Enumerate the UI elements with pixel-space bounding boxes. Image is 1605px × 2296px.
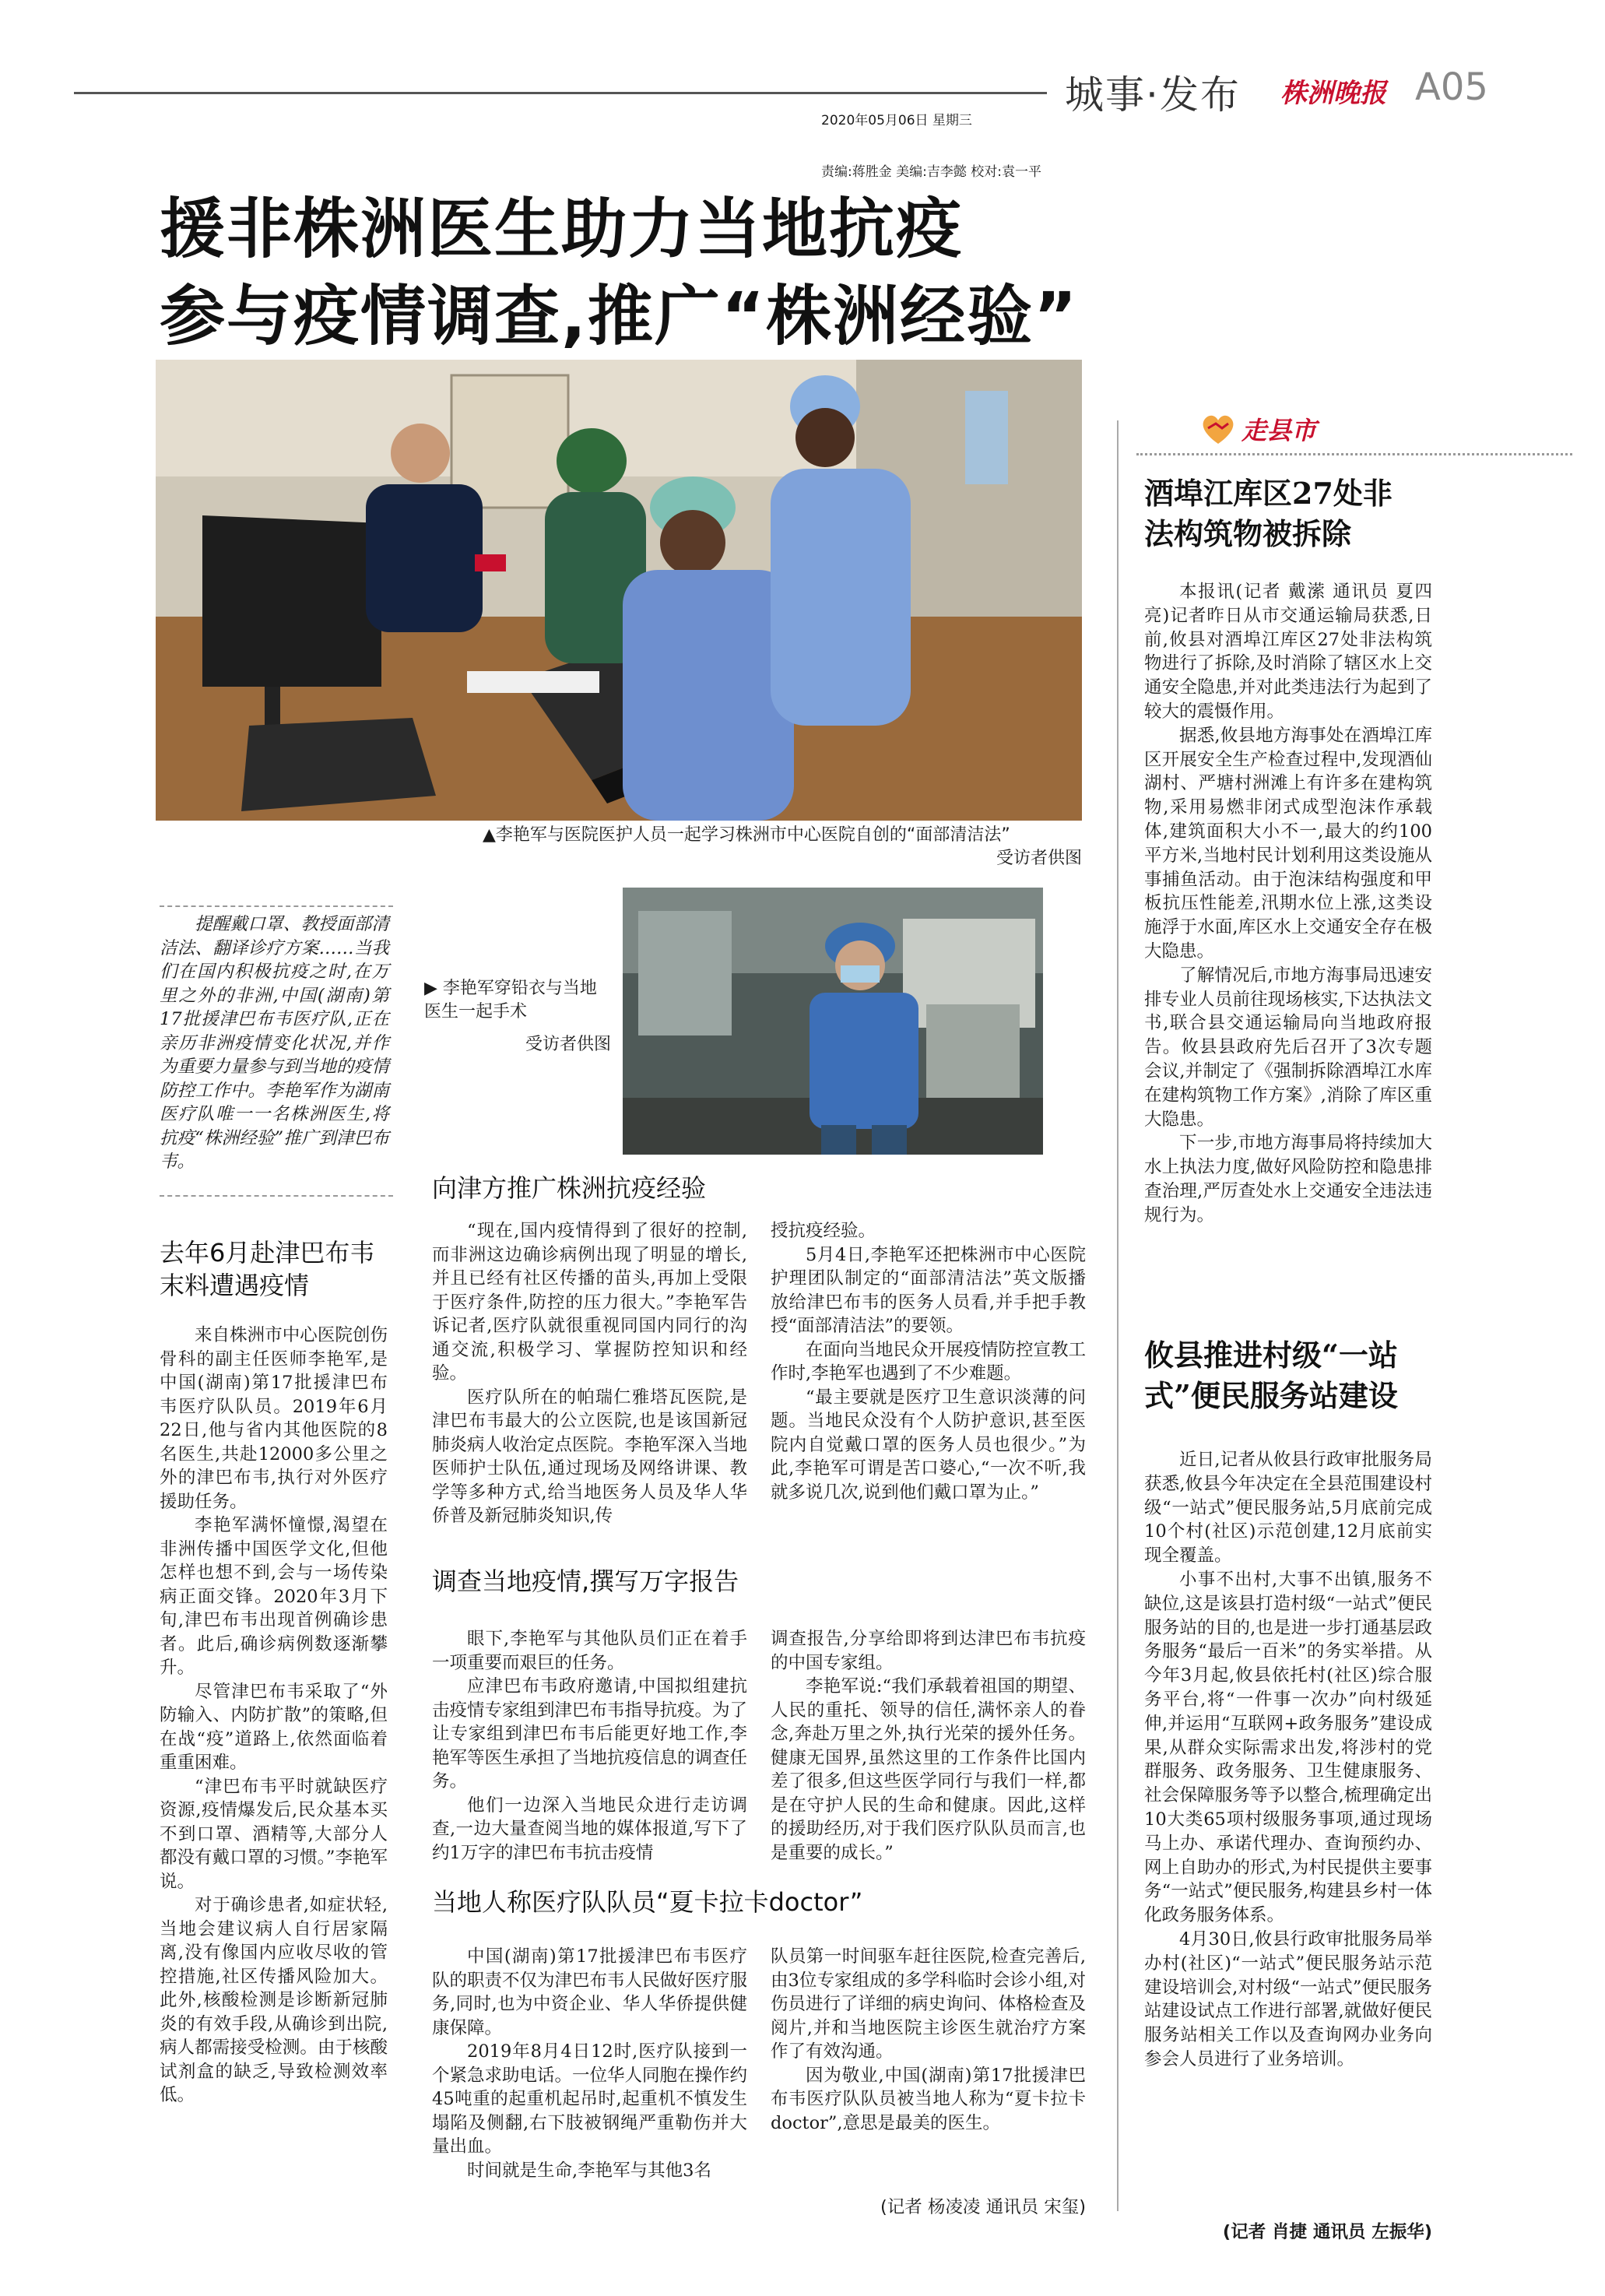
section2-paragraph: 授抗疫经验。 — [771, 1221, 876, 1241]
right-story2-paragraph: 4月30日,攸县行政审批服务局举办村(社区)“一站式”便民服务站示范建设培训会,对村级“一站式”便民服务站建设试点工作进行部署,就做好便民服务站相关工作以及查询网办业务向参会人员进行了业务培训。 — [1144, 1929, 1432, 2069]
section4-byline: (记者 杨凌凌 通讯员 宋玺) — [880, 2197, 1086, 2217]
photo2-caption-block — [424, 977, 611, 1057]
section3-paragraph: 眼下,李艳军与其他队员们正在着手一项重要而艰巨的任务。 — [432, 1629, 747, 1673]
photo1-caption: ▲李艳军与医院医护人员一起学习株洲市中心医院自创的“面部清洁法” — [483, 825, 1010, 845]
section4-paragraph: 因为敬业,中国(湖南)第17批援津巴布韦医疗队队员被当地人称为“夏卡拉卡doctor”,意思是最美的医生。 — [771, 2065, 1086, 2133]
right-story2-byline: (记者 肖捷 通讯员 左振华) — [1222, 2222, 1432, 2242]
right-story2-body — [1144, 1448, 1432, 2072]
headline-line-2: 参与疫情调查,推广“株洲经验” — [160, 278, 1079, 354]
editors-line: 责编:蒋胜金 美编:吉李懿 校对:袁一平 — [821, 164, 1041, 180]
header-meta — [821, 78, 1041, 198]
photo2-credit: 受访者供图 — [525, 1035, 611, 1054]
section2-paragraph: 医疗队所在的帕瑞仁雅塔瓦医院,是津巴布韦最大的公立医院,也是该国新冠肺炎病人收治定点医院。李艳军深入当地医师护士队伍,通过现场及网络讲课、教学等多种方式,给当地医务人员及华人华侨普及新冠肺炎知识,传 — [432, 1387, 748, 1526]
right-story1-title-line1: 酒埠江库区27处非 — [1144, 476, 1393, 511]
section3-title: 调查当地疫情,撰写万字报告 — [432, 1566, 739, 1596]
photo-doctors-laptop-illustration — [156, 360, 1082, 821]
county-news-label: 走县市 — [1242, 416, 1317, 445]
section4-paragraph: 队员第一时间驱车赶往医院,检查完善后,由3位专家组成的多学科临时会诊小组,对伤员进行了详细的病史询问、体格检查及阅片,并和当地医院主诊医生就治疗方案作了有效沟通。 — [771, 1946, 1087, 2062]
section1-title: 去年6月赴津巴布韦末料遭遇疫情 — [160, 1238, 375, 1300]
right-story2-title — [1144, 1335, 1565, 1416]
section3-paragraph: 他们一边深入当地民众进行走访调查,一边大量查阅当地的媒体报道,写下了约1万字的津巴布韦抗击疫情 — [432, 1795, 747, 1863]
section4-col2 — [771, 1945, 1086, 2135]
section2-paragraph: 在面向当地民众开展疫情防控宣教工作时,李艳军也遇到了不少难题。 — [771, 1339, 1087, 1384]
county-news-tag — [1199, 411, 1316, 447]
section3-col2 — [771, 1627, 1086, 1865]
page-number: A05 — [1415, 65, 1488, 109]
right-story2-title-line2: 式”便民服务站建设 — [1144, 1378, 1398, 1413]
section3-paragraph: 应津巴布韦政府邀请,中国拟组建抗击疫情专家组到津巴布韦指导抗疫。为了让专家组到津巴布韦后能更好地工作,李艳军等医生承担了当地抗疫信息的调查任务。 — [432, 1676, 748, 1791]
section2-paragraph: “最主要就是医疗卫生意识淡薄的问题。当地民众没有个人防护意识,甚至医院内自觉戴口罩的医务人员也很少。”为此,李艳军可谓是苦口婆心,“一次不听,我就多说几次,说到他们戴口罩为止。” — [771, 1387, 1086, 1503]
handshake-heart-icon — [1199, 413, 1238, 445]
right-story2-title-line1: 攸县推进村级“一站 — [1144, 1338, 1398, 1373]
right-story1-title-line2: 法构筑物被拆除 — [1144, 516, 1352, 551]
section3-col1 — [432, 1627, 747, 1865]
photo2-caption: ▶ 李艳军穿铅衣与当地医生一起手术 — [424, 979, 597, 1021]
lead-divider-top — [160, 905, 393, 907]
right-story1-paragraph: 下一步,市地方海事局将持续加大水上执法力度,做好风险防控和隐患排查治理,严厉查处水上交通安全违法违规行为。 — [1144, 1133, 1432, 1225]
lead-paragraph: 提醒戴口罩、教授面部清洁法、翻译诊疗方案……当我们在国内积极抗疫之时,在万里之外的非洲,中国(湖南)第17批援津巴布韦医疗队,正在亲历非洲疫情变化状况,并作为重要力量参与到当地的疫情防控工作中。李艳军作为湖南医疗队唯一一名株洲医生,将抗疫“株洲经验”推广到津巴布韦。 — [160, 914, 389, 1172]
section4-paragraph: 时间就是生命,李艳军与其他3名 — [467, 2160, 711, 2181]
column-divider — [1117, 420, 1119, 2211]
right-story1-paragraph: 了解情况后,市地方海事局迅速安排专业人员前往现场核实,下达执法文书,联合县交通运输局向当地政府报告。攸县县政府先后召开了3次专题会议,并制定了《强制拆除酒埠江水库在建构筑物工作方案》,消除了库区重大隐患。 — [1144, 965, 1432, 1130]
section2-paragraph: 5月4日,李艳军还把株洲市中心医院护理团队制定的“面部清洁法”英文版播放给津巴布韦的医务人员看,并手把手教授“面部清洁法”的要领。 — [771, 1244, 1086, 1336]
section-name: 城事·发布 — [1065, 72, 1241, 118]
section1-body — [160, 1324, 388, 2108]
section1-paragraph: 对于确诊患者,如症状轻,当地会建议病人自行居家隔离,没有像国内应收尽收的管控措施,社区传播风险加大。此外,核酸检测是诊断新冠肺炎的有效手段,从确诊到出院,病人都需接受检测。由于核酸试剂盒的缺乏,导致检测效率低。 — [160, 1895, 388, 2105]
photo-doctors-laptop — [156, 360, 1082, 821]
newspaper-logo: 株洲晚报 — [1280, 78, 1386, 109]
right-story2-paragraph: 小事不出村,大事不出镇,服务不缺位,这是该县打造村级“一站式”便民服务站的目的,也是进一步打通基层政务服务“最后一百米”的务实举措。从今年3月起,攸县依托村(社区)综合服务平台,将“一件事一次办”向村级延伸,并运用“互联网+政务服务”建设成果,从群众实际需求出发,将涉村的党群服务、政务服务、卫生健康服务、社会保障服务等予以整合,梳理确定出10大类65项村级服务事项,通过现场马上办、承诺代理办、查询预约办、网上自助办的形式,为村民提供主要事务“一站式”便民服务,构建县乡村一体化政务服务体系。 — [1144, 1569, 1432, 1926]
section3-paragraph: 调查报告,分享给即将到达津巴布韦抗疫的中国专家组。 — [771, 1629, 1086, 1673]
section1-paragraph: “津巴布韦平时就缺医疗资源,疫情爆发后,民众基本买不到口罩、酒精等,大部分人都没有戴口罩的习惯。”李艳军说。 — [160, 1776, 388, 1892]
photo-surgery — [623, 888, 1043, 1155]
section3-paragraph: 李艳军说:“我们承载着祖国的期望、人民的重托、领导的信任,满怀亲人的眷念,奔赴万里之外,执行光荣的援外任务。健康无国界,虽然这里的工作条件比国内差了很多,但这些医学同行与我们一样,都是在守护人民的生命和健康。因此,这样的援助经历,对于我们医疗队队员而言,也是重要的成长。” — [771, 1676, 1086, 1863]
issue-date: 2020年05月06日 星期三 — [821, 113, 972, 128]
right-story1-title — [1144, 473, 1565, 554]
section4-paragraph: 中国(湖南)第17批援津巴布韦医疗队的职责不仅为津巴布韦人民做好医疗服务,同时,也为中资企业、华人华侨提供健康保障。 — [432, 1946, 748, 2038]
right-story2-paragraph: 近日,记者从攸县行政审批服务局获悉,攸县今年决定在全县范围建设村级“一站式”便民服务站,5月底前完成10个村(社区)示范创建,12月底前实现全覆盖。 — [1144, 1450, 1432, 1566]
photo-surgery-illustration — [623, 888, 1043, 1155]
section2-col1 — [432, 1219, 747, 1528]
section2-title: 向津方推广株洲抗疫经验 — [432, 1173, 707, 1203]
right-story1-paragraph: 本报讯(记者 戴潆 通讯员 夏四亮)记者昨日从市交通运输局获悉,日前,攸县对酒埠江库区27处非法构筑物进行了拆除,及时消除了辖区水上交通安全隐患,并对此类违法行为起到了较大的震慑作用。 — [1144, 582, 1432, 722]
headline — [160, 185, 1078, 360]
right-column-rule — [1136, 453, 1572, 455]
right-story1-body — [1144, 580, 1432, 1228]
section4-paragraph: 2019年8月4日12时,医疗队接到一个紧急求助电话。一位华人同胞在操作约45吨重的起重机起吊时,起重机不慎发生塌陷及侧翻,右下肢被钢绳严重勒伤并大量出血。 — [432, 2041, 748, 2157]
section4-title: 当地人称医疗队队员“夏卡拉卡doctor” — [432, 1887, 863, 1917]
headline-line-1: 援非株洲医生助力当地抗疫 — [160, 191, 964, 267]
section1-paragraph: 李艳军满怀憧憬,渴望在非洲传播中国医学文化,但他怎样也想不到,会与一场传染病正面交锋。2020年3月下旬,津巴布韦出现首例确诊患者。此后,确诊病例数逐渐攀升。 — [160, 1515, 388, 1678]
section1-paragraph: 来自株洲市中心医院创伤骨科的副主任医师李艳军,是中国(湖南)第17批援津巴布韦医疗队队员。2019年6月22日,他与省内其他医院的8名医生,共赴12000多公里之外的津巴布韦,执行对外医疗援助任务。 — [160, 1325, 388, 1512]
lead-divider-bottom — [160, 1195, 393, 1197]
section4-col1 — [432, 1945, 747, 2182]
photo1-credit: 受访者供图 — [996, 849, 1082, 868]
section1-paragraph: 尽管津巴布韦采取了“外防输入、内防扩散”的策略,但在战“疫”道路上,依然面临着重重困难。 — [160, 1681, 388, 1773]
right-story1-paragraph: 据悉,攸县地方海事处在酒埠江库区开展安全生产检查过程中,发现酒仙湖村、严塘村洲滩上有许多在建构筑物,采用易燃非闭式成型泡沫作承载体,建筑面积大小不一,最大的约100平方米,当地村民计划利用这类设施从事捕鱼活动。由于泡沫结构强度和甲板抗压性能差,汛期水位上涨,这类设施浮于水面,库区水上交通安全存在极大隐患。 — [1144, 725, 1432, 962]
section2-paragraph: “现在,国内疫情得到了很好的控制,而非洲这边确诊病例出现了明显的增长,并且已经有社区传播的苗头,再加上受限于医疗条件,防控的压力很大。”李艳军告诉记者,医疗队就很重视同国内同行的沟通交流,积极学习、掌握防控知识和经验。 — [432, 1221, 747, 1384]
section2-col2 — [771, 1219, 1086, 1504]
photo1-caption-block — [483, 824, 1082, 870]
